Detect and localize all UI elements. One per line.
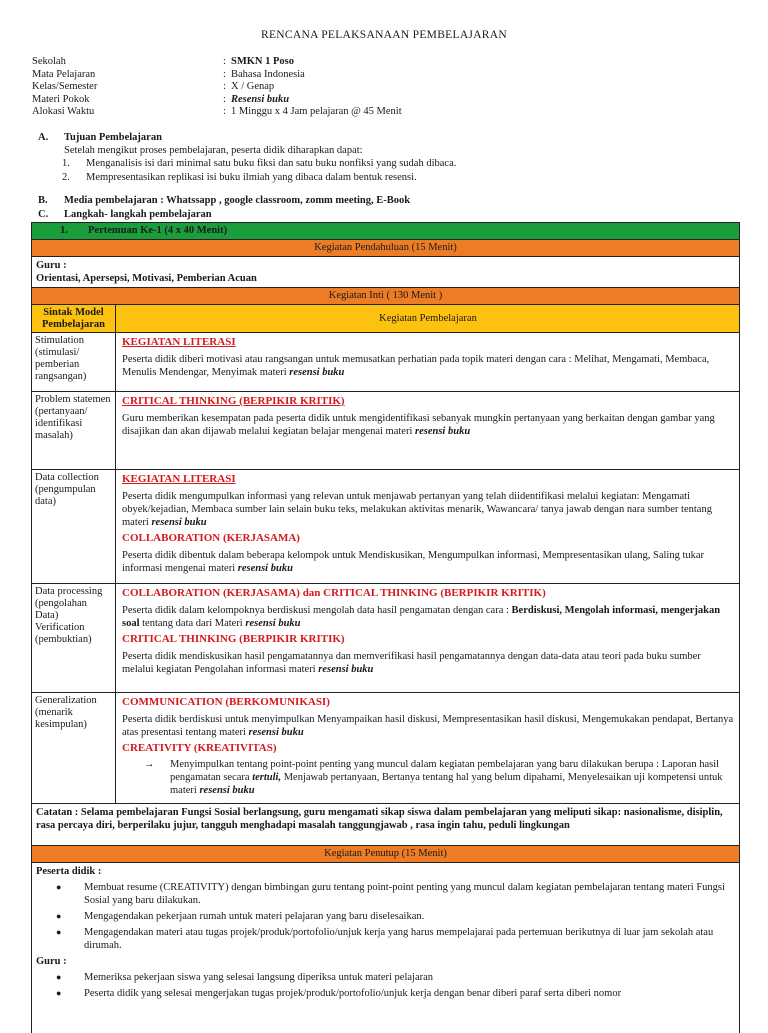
stage-label: Generalization (menarik kesimpulan) (32, 693, 116, 803)
stage-label: Data collection (pengumpulan data) (32, 470, 116, 583)
stage-label: Data processing (pengolahan Data) Verification (pembuktian) (32, 584, 116, 692)
section-tujuan (38, 132, 457, 183)
section-heading: A. Tujuan Pembelajaran (38, 132, 162, 143)
pendahuluan-content: Guru : Orientasi, Apersepsi, Motivasi, Pemberian Acuan (32, 257, 739, 288)
stage-label: Problem statemen (pertanyaan/ identifikasi masalah) (32, 392, 116, 469)
activity-heading: CRITICAL THINKING (BERPIKIR KRITIK) (122, 633, 345, 645)
penutup-header: Kegiatan Penutup (15 Menit) (32, 846, 739, 863)
section-media: B. Media pembelajaran : Whatssapp , google classroom, zomm meeting, E-Book (38, 195, 411, 206)
activity-text: Peserta didik berdiskusi untuk menyimpulkan Menyampaikan hasil diskusi, Mempresentasikan hasil diskusi, Mengemukakan pendapat, Bertanya atas presentasi tentang materi resensi buku (122, 714, 734, 738)
pendahuluan-header: Kegiatan Pendahuluan (15 Menit) (32, 240, 739, 257)
info-value: X / Genap (231, 81, 275, 93)
data-collection-row (32, 470, 739, 584)
stimulation-row (32, 333, 739, 392)
list-item: ● Mengagendakan materi atau tugas projek/produk/portofolio/unjuk kerja yang harus mempelajarai pada pertemuan berikutnya di luar jam sekolah atau dirumah. (36, 926, 735, 952)
info-key: Materi Pokok (32, 93, 90, 105)
activity-heading: COMMUNICATION (BERKOMUNIKASI) (122, 696, 330, 708)
list-item: ● Peserta didik yang selesai mengerjakan tugas projek/produk/portofolio/unjuk kerja dengan benar diberi paraf serta diberi nomor (36, 987, 735, 1000)
generalization-row (32, 693, 739, 804)
info-key: Kelas/Semester (32, 81, 98, 93)
info-colon: : (223, 68, 226, 80)
activity-heading: CREATIVITY (KREATIVITAS) (122, 742, 277, 754)
list-item: ● Memeriksa pekerjaan siswa yang selesai langsung diperiksa untuk materi pelajaran (36, 971, 735, 984)
info-key: Mata Pelajaran (32, 68, 96, 80)
activity-heading: COLLABORATION (KERJASAMA) (122, 532, 300, 544)
inti-header: Kegiatan Inti ( 130 Menit ) (32, 288, 739, 305)
info-key: Alokasi Waktu (32, 106, 95, 118)
activity-text: → Menyimpulkan tentang point-point penting yang muncul dalam kegiatan pembelajaran yang baru dilakukan berupa : Laporan hasil pengamatan secara tertuli, Menjawab pertanyaan, Bertanya tentang hal yang belum dipahami, Menyelesaikan uji kompetensi untuk materi resensi buku (122, 758, 734, 797)
arrow-icon: → (144, 759, 155, 770)
info-colon: : (223, 93, 226, 105)
info-colon: : (223, 81, 226, 93)
section-intro: Setelah mengikut proses pembelajaran, peserta didik diharapkan dapat: (64, 145, 363, 156)
activity-heading: KEGIATAN LITERASI (122, 336, 236, 348)
guru-list (36, 971, 735, 1000)
col-sintak: Sintak Model Pembelajaran (32, 305, 116, 332)
info-colon: : (223, 56, 226, 67)
activity-text: Peserta didik diberi motivasi atau rangsangan untuk memusatkan perhatian pada topik materi dengan cara : Melihat, Mengamati, Membaca, Menulis Mendengar, Menyimak materi resensi buku (122, 354, 710, 378)
activity-text: Peserta didik mengumpulkan informasi yang relevan untuk menjawab pertanyan yang telah diidentifikasi melalui kegiatan: Mengamati obyek/kejadian, Membaca sumber lain selain buku teks, melakukan aktivitas menarik, Wawancara/ tanya jawab dengan nara sumber tentang materi resensi buku (122, 491, 712, 528)
meeting-header: 1. Pertemuan Ke-1 (4 x 40 Menit) (32, 223, 739, 240)
activity-text: Peserta didik mendiskusikan hasil pengamatannya dan memverifikasi hasil pengamatannya dengan data-data atau teori pada buku sumber melalui kegiatan Pengolahan informasi materi resensi buku (122, 651, 701, 675)
activity-text: Guru memberikan kesempatan pada peserta didik untuk mengidentifikasi sebanyak mungkin pertanyaan yang berkaitan dengan gambar yang disajikan dan akan dijawab melalui kegiatan belajar mengenai materi resensi buku (122, 413, 715, 437)
stage-label: Stimulation (stimulasi/ pemberian rangsangan) (32, 333, 116, 391)
info-colon: : (223, 106, 226, 118)
objective-item: 2. Mempresentasikan replikasi isi buku ilmiah yang dibaca dalam bentuk resensi. (62, 172, 417, 183)
processing-row (32, 584, 739, 693)
list-item: ● Mengagendakan pekerjaan rumah untuk materi pelajaran yang baru diselesaikan. (36, 910, 735, 923)
col-kegiatan: Kegiatan Pembelajaran (379, 313, 477, 324)
problem-row (32, 392, 739, 470)
activity-text: Peserta didik dibentuk dalam beberapa kelompok untuk Mendiskusikan, Mengumpulkan informasi, Mempresentasikan ulang, Saling tukar informasi mengenai materi resensi buku (122, 550, 705, 574)
activity-heading: CRITICAL THINKING (BERPIKIR KRITIK) (122, 395, 345, 407)
section-langkah: C. Langkah- langkah pembelajaran (38, 209, 212, 220)
info-value: 1 Minggu x 4 Jam pelajaran @ 45 Menit (231, 106, 402, 118)
activity-text: Peserta didik dalam kelompoknya berdiskusi mengolah data hasil pengamatan dengan cara : Berdiskusi, Mengolah informasi, mengerjakan soal tentang data dari Materi resensi buku (122, 605, 721, 629)
info-value: Resensi buku (231, 93, 290, 105)
column-headers (32, 305, 739, 333)
list-item: ● Membuat resume (CREATIVITY) dengan bimbingan guru tentang point-point penting yang muncul dalam kegiatan pembelajaran tentang materi Fungsi Sosial yang baru dilakukan. (36, 881, 735, 907)
learning-steps-table (31, 222, 740, 1033)
info-value: SMKN 1 Poso (231, 56, 294, 67)
activity-heading: KEGIATAN LITERASI (122, 473, 236, 485)
activity-heading: COLLABORATION (KERJASAMA) dan CRITICAL THINKING (BERPIKIR KRITIK) (122, 587, 546, 599)
peserta-list (36, 881, 735, 952)
penutup-content: Peserta didik : ● Membuat resume (CREATIVITY) dengan bimbingan guru tentang point-point penting yang muncul dalam kegiatan pembelajaran tentang materi Fungsi Sosial yang baru dilakukan. ● Mengagendakan pekerjaan rumah untuk materi pelajaran yang baru diselesaikan. ● Mengagendakan materi atau tugas projek/produk/portofolio/unjuk kerja yang harus mempelajarai pada pertemuan berikutnya di luar jam sekolah atau dirumah. Guru : ● Memeriksa pekerjaan siswa yang selesai langsung diperiksa untuk materi pelajaran ● Peserta didik yang selesai mengerjakan tugas projek/produk/portofolio/unjuk kerja dengan benar diberi paraf serta diberi nomor (32, 863, 739, 1033)
catatan-note: Catatan : Selama pembelajaran Fungsi Sosial berlangsung, guru mengamati sikap siswa dalam pembelajaran yang meliputi sikap: nasionalisme, disiplin, rasa percaya diri, berperilaku jujur, tangguh menghadapi masalah tanggungjawab , rasa ingin tahu, peduli lingkungan (32, 804, 739, 846)
document-title: RENCANA PELAKSANAAN PEMBELAJARAN (260, 29, 507, 41)
info-key: Sekolah (32, 56, 66, 67)
info-value: Bahasa Indonesia (231, 68, 305, 80)
objective-item: 1. Menganalisis isi dari minimal satu buku fiksi dan satu buku nonfiksi yang sudah dibaca. (62, 158, 457, 169)
